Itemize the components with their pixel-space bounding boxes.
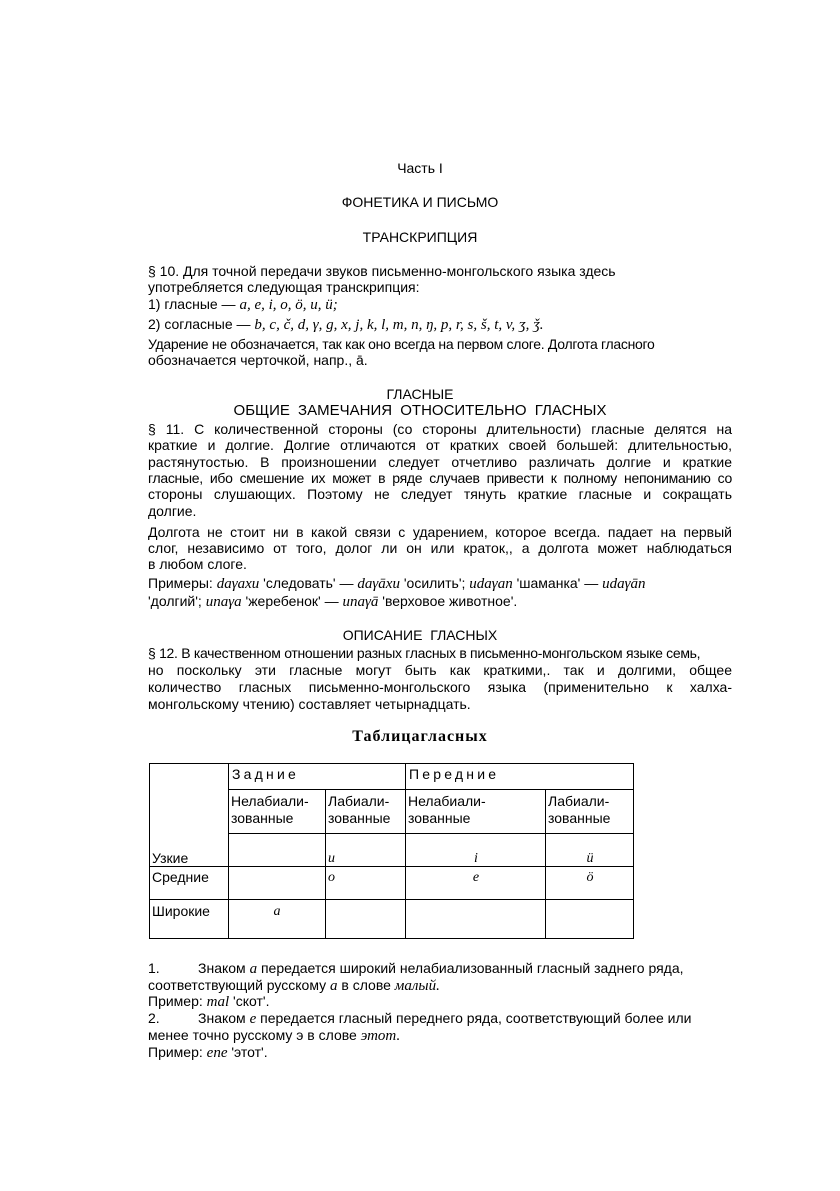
table-cell-narrow-front-unrounded: i (474, 851, 478, 866)
consonant-list (148, 316, 732, 333)
note-symbol: a (249, 961, 258, 977)
vowel-table-title: Таблицагласных (352, 728, 488, 745)
note-symbol: а (330, 978, 338, 994)
para11-line: растянутостью. В произношении следует отчетливо различать долгие и краткие (148, 454, 732, 470)
para11-line: Долгота не стоит ни в какой связи с ударением, которое всегда. падает на первый (148, 524, 732, 540)
example-gloss: 'осилить'; (399, 575, 470, 591)
subheader-line: Нелабиали- (231, 793, 309, 809)
para11-line: § 11. С количественной стороны (со стороны длительности) гласные делятся на (148, 421, 732, 437)
example-gloss: 'этот'. (227, 1044, 268, 1060)
table-subheader-back-unrounded (231, 793, 309, 827)
example-word: daγāxu (357, 576, 400, 592)
para10-line: обозначается черточкой, напр., ā. (148, 352, 368, 368)
para11-line: краткие и долгие. Долгие отличаются от кратких своей большей: длительностью, (148, 437, 732, 453)
subheader-line: зованные (548, 810, 611, 826)
section-title: ФОНЕТИКА И ПИСЬМО (341, 194, 499, 210)
note-text: в слове (337, 977, 395, 993)
example-word: unaγā (342, 594, 379, 610)
table-row-label-mid: Средние (152, 869, 209, 885)
note-word: этот. (360, 1028, 401, 1044)
note-2-line (148, 1010, 732, 1027)
para10-line: Ударение не обозначается, так как оно всегда на первом слоге. Долгота гласного (148, 336, 655, 352)
example-word: udaγān (602, 576, 646, 592)
table-subheader-back-rounded (328, 793, 390, 827)
note-2-line (148, 1027, 732, 1044)
example-gloss: 'верховое животное'. (378, 593, 518, 609)
para12-line: § 12. В качественном отношении разных гласных в письменно-монгольском языке семь, (148, 645, 701, 661)
table-cell-mid-back-rounded: o (328, 870, 335, 885)
examples-label: Примеры: (148, 575, 217, 591)
table-subheader-front-rounded (548, 793, 610, 827)
note-text: Знаком (198, 960, 250, 976)
example-word: unaγa (205, 594, 242, 610)
example-gloss: 'скот'. (229, 993, 270, 1009)
table-header-front: Передние (409, 766, 500, 782)
note-text: передается гласный переднего ряда, соответствующий более или (256, 1010, 692, 1026)
table-row-label-narrow: Узкие (152, 850, 189, 866)
note-2-example (148, 1044, 732, 1061)
vowels-subheading: ОБЩИЕ ЗАМЕЧАНИЯ ОТНОСИТЕЛЬНО ГЛАСНЫХ (233, 402, 607, 419)
note-1-line (148, 977, 732, 994)
note-number: 2. (148, 1010, 160, 1026)
note-word: малый. (394, 978, 440, 994)
subheader-line: зованные (408, 810, 471, 826)
table-cell-wide-back-unrounded: a (273, 904, 281, 919)
note-symbol: e (249, 1011, 257, 1027)
table-cell-narrow-front-rounded: ü (586, 851, 594, 866)
examples-line (148, 593, 732, 610)
examples-line (148, 575, 732, 592)
note-1-example (148, 993, 732, 1010)
para11-line: долгие. (148, 503, 197, 519)
vowel-list-label: 1) гласные — (148, 296, 240, 312)
subheader-line: зованные (328, 810, 391, 826)
table-cell-mid-front-unrounded: e (472, 870, 480, 885)
example-word: ene (206, 1045, 228, 1061)
subheader-line: Лабиали- (548, 793, 610, 809)
subheader-line: Нелабиали- (408, 793, 486, 809)
table-subheader-front-unrounded (408, 793, 486, 827)
para11-line: гласные, ибо смешение их может в ряде случаев привести к полному непониманию со (148, 470, 732, 486)
consonant-list-symbols: b, c, č, d, γ, g, x, j, k, l, m, n, ŋ, p, r, s, š, t, v, ʒ, ǯ. (254, 317, 544, 333)
example-word: mal (206, 994, 230, 1010)
para10-line: употребляется следующая транскрипция: (148, 279, 420, 295)
part-heading: Часть I (397, 160, 443, 176)
subsection-title: ТРАНСКРИПЦИЯ (362, 229, 478, 245)
para11-line: в любом слоге. (148, 556, 247, 572)
consonant-list-label: 2) согласные — (148, 316, 255, 332)
example-word: daγaxu (216, 576, 260, 592)
example-label: Пример: (148, 993, 207, 1009)
para12-line: но поскольку эти гласные могут быть как краткими,. так и долгими, общее (148, 662, 732, 678)
note-number: 1. (148, 960, 160, 976)
example-gloss: 'следовать' — (259, 575, 358, 591)
note-text: соответствующий русскому (148, 977, 330, 993)
example-word: udaγan (469, 576, 513, 592)
subheader-line: Лабиали- (328, 793, 390, 809)
table-header-back: Задние (232, 766, 299, 782)
note-text: Знаком (198, 1010, 250, 1026)
example-gloss: 'шаманка' — (512, 575, 603, 591)
table-cell-narrow-back-rounded: u (328, 851, 335, 866)
para11-line: стороны слушающих. Поэтому не следует тянуть краткие гласные и сокращать (148, 486, 732, 502)
vowel-list-symbols: a, e, i, o, ö, u, ü; (239, 297, 338, 313)
description-heading: ОПИСАНИЕ ГЛАСНЫХ (342, 627, 498, 643)
example-gloss: 'жеребенок' — (241, 593, 343, 609)
para12-line: количество гласных письменно-монгольского языка (применительно к халха- (148, 679, 732, 695)
vowels-heading: ГЛАСНЫЕ (386, 386, 454, 402)
subheader-line: зованные (231, 810, 294, 826)
para10-line: § 10. Для точной передачи звуков письменно-монгольского языка здесь (148, 263, 616, 279)
table-row-label-wide: Широкие (152, 903, 210, 919)
para12-line: монгольскому чтению) составляет четырнадцать. (148, 696, 471, 712)
para11-line: слог, независимо от того, долог ли он или краток,, а долгота может наблюдаться (148, 540, 732, 556)
note-text: передается широкий нелабиализованный гласный заднего ряда, (257, 960, 684, 976)
note-1-line (148, 960, 732, 977)
note-text: менее точно русскому э в слове (148, 1027, 361, 1043)
table-cell-mid-front-rounded: ö (586, 870, 594, 885)
vowel-list (148, 296, 732, 313)
example-gloss: 'долгий'; (148, 593, 206, 609)
example-label: Пример: (148, 1044, 207, 1060)
